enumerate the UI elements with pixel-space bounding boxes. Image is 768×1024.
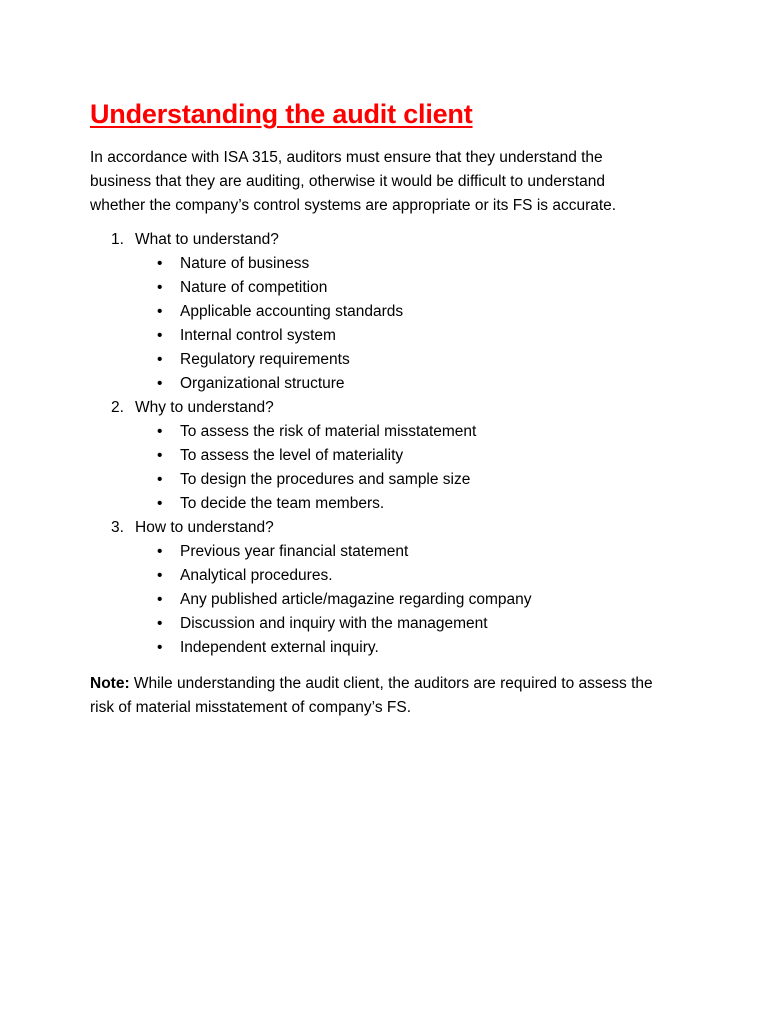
list-item-text: To design the procedures and sample size [180, 471, 471, 488]
bullet-list [90, 252, 678, 396]
list-item-text: Analytical procedures. [180, 567, 333, 584]
numbered-list [90, 228, 678, 660]
section-heading-row [90, 228, 678, 252]
list-item-text: Internal control system [180, 327, 336, 344]
bullet-icon: • [157, 375, 163, 392]
note-paragraph [90, 672, 670, 720]
bullet-icon: • [157, 423, 163, 440]
list-item [90, 252, 678, 276]
list-item-text: To assess the level of materiality [180, 447, 404, 464]
bullet-list [90, 420, 678, 516]
bullet-icon: • [157, 543, 163, 560]
list-section [90, 396, 678, 516]
note-text: While understanding the audit client, the auditors are required to assess the risk of material misstatement of company’s FS. [90, 675, 653, 716]
intro-paragraph: In accordance with ISA 315, auditors must ensure that they understand the business that they are auditing, otherwise it would be difficult to understand whether the company’s control systems are appropriate or its FS is accurate. [90, 149, 617, 214]
list-item [90, 348, 678, 372]
bullet-icon: • [157, 447, 163, 464]
section-heading-row [90, 396, 678, 420]
list-item [90, 300, 678, 324]
section-heading: How to understand? [135, 519, 274, 536]
note-label: Note: [90, 675, 130, 692]
list-item [90, 276, 678, 300]
bullet-icon: • [157, 567, 163, 584]
list-item-text: Discussion and inquiry with the management [180, 615, 488, 632]
list-item [90, 324, 678, 348]
bullet-icon: • [157, 351, 163, 368]
section-number: 1. [111, 231, 124, 248]
bullet-list [90, 540, 678, 660]
list-item-text: Regulatory requirements [180, 351, 350, 368]
list-item-text: Applicable accounting standards [180, 303, 404, 320]
list-item [90, 492, 678, 516]
bullet-icon: • [157, 327, 163, 344]
bullet-icon: • [157, 279, 163, 296]
list-item-text: Nature of competition [180, 279, 328, 296]
list-item [90, 564, 678, 588]
section-number: 2. [111, 399, 124, 416]
list-item [90, 468, 678, 492]
list-item-text: Previous year financial statement [180, 543, 409, 560]
list-item [90, 588, 678, 612]
bullet-icon: • [157, 615, 163, 632]
list-item [90, 372, 678, 396]
list-section [90, 516, 678, 660]
list-section [90, 228, 678, 396]
list-item [90, 540, 678, 564]
list-item-text: Any published article/magazine regarding company [180, 591, 532, 608]
list-item-text: Nature of business [180, 255, 310, 272]
list-item [90, 420, 678, 444]
bullet-icon: • [157, 255, 163, 272]
bullet-icon: • [157, 471, 163, 488]
list-item-text: To decide the team members. [180, 495, 385, 512]
list-item-text: Independent external inquiry. [180, 639, 379, 656]
section-number: 3. [111, 519, 124, 536]
bullet-icon: • [157, 495, 163, 512]
list-item-text: Organizational structure [180, 375, 345, 392]
page-title: Understanding the audit client [90, 99, 473, 129]
list-item [90, 636, 678, 660]
list-item [90, 444, 678, 468]
bullet-icon: • [157, 591, 163, 608]
section-heading: What to understand? [135, 231, 279, 248]
bullet-icon: • [157, 303, 163, 320]
bullet-icon: • [157, 639, 163, 656]
list-item-text: To assess the risk of material misstatement [180, 423, 477, 440]
section-heading: Why to understand? [135, 399, 274, 416]
section-heading-row [90, 516, 678, 540]
list-item [90, 612, 678, 636]
